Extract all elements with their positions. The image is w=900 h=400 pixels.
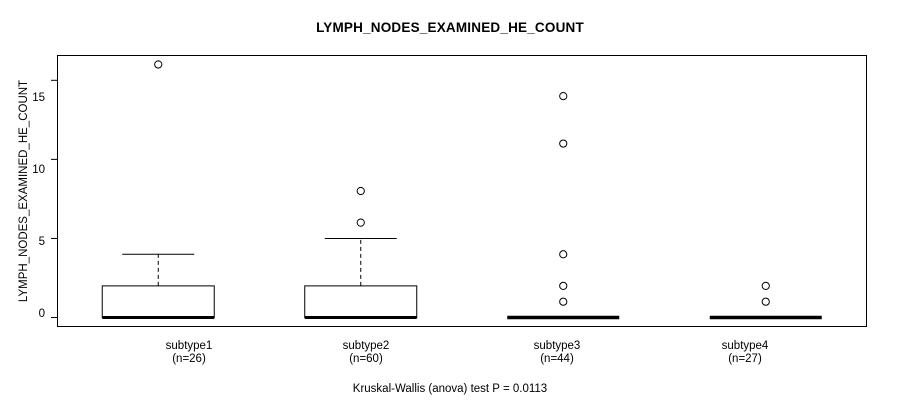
y-axis — [0, 0, 57, 400]
y-axis-label: LYMPH_NODES_EXAMINED_HE_COUNT — [18, 79, 30, 303]
x-tick-label-subtype2: subtype2 — [342, 340, 390, 352]
x-tick-label-subtype3: subtype3 — [533, 340, 581, 352]
x-tick-label-subtype1: subtype1 — [165, 340, 213, 352]
y-tick-label-5: 5 — [38, 236, 45, 248]
y-tick-label-10: 10 — [32, 164, 45, 176]
x-tick-count-subtype4: (n=27) — [728, 353, 762, 365]
x-tick-count-subtype2: (n=60) — [349, 353, 383, 365]
y-tick-label-15: 15 — [32, 92, 45, 104]
x-tick-count-subtype3: (n=44) — [540, 353, 574, 365]
statistical-annotation: Kruskal-Wallis (anova) test P = 0.0113 — [352, 383, 548, 395]
y-tick-label-0: 0 — [38, 308, 45, 320]
x-tick-count-subtype1: (n=26) — [172, 353, 206, 365]
x-tick-label-subtype4: subtype4 — [721, 340, 769, 352]
page-title: LYMPH_NODES_EXAMINED_HE_COUNT — [316, 20, 584, 35]
plot-area — [57, 55, 867, 327]
